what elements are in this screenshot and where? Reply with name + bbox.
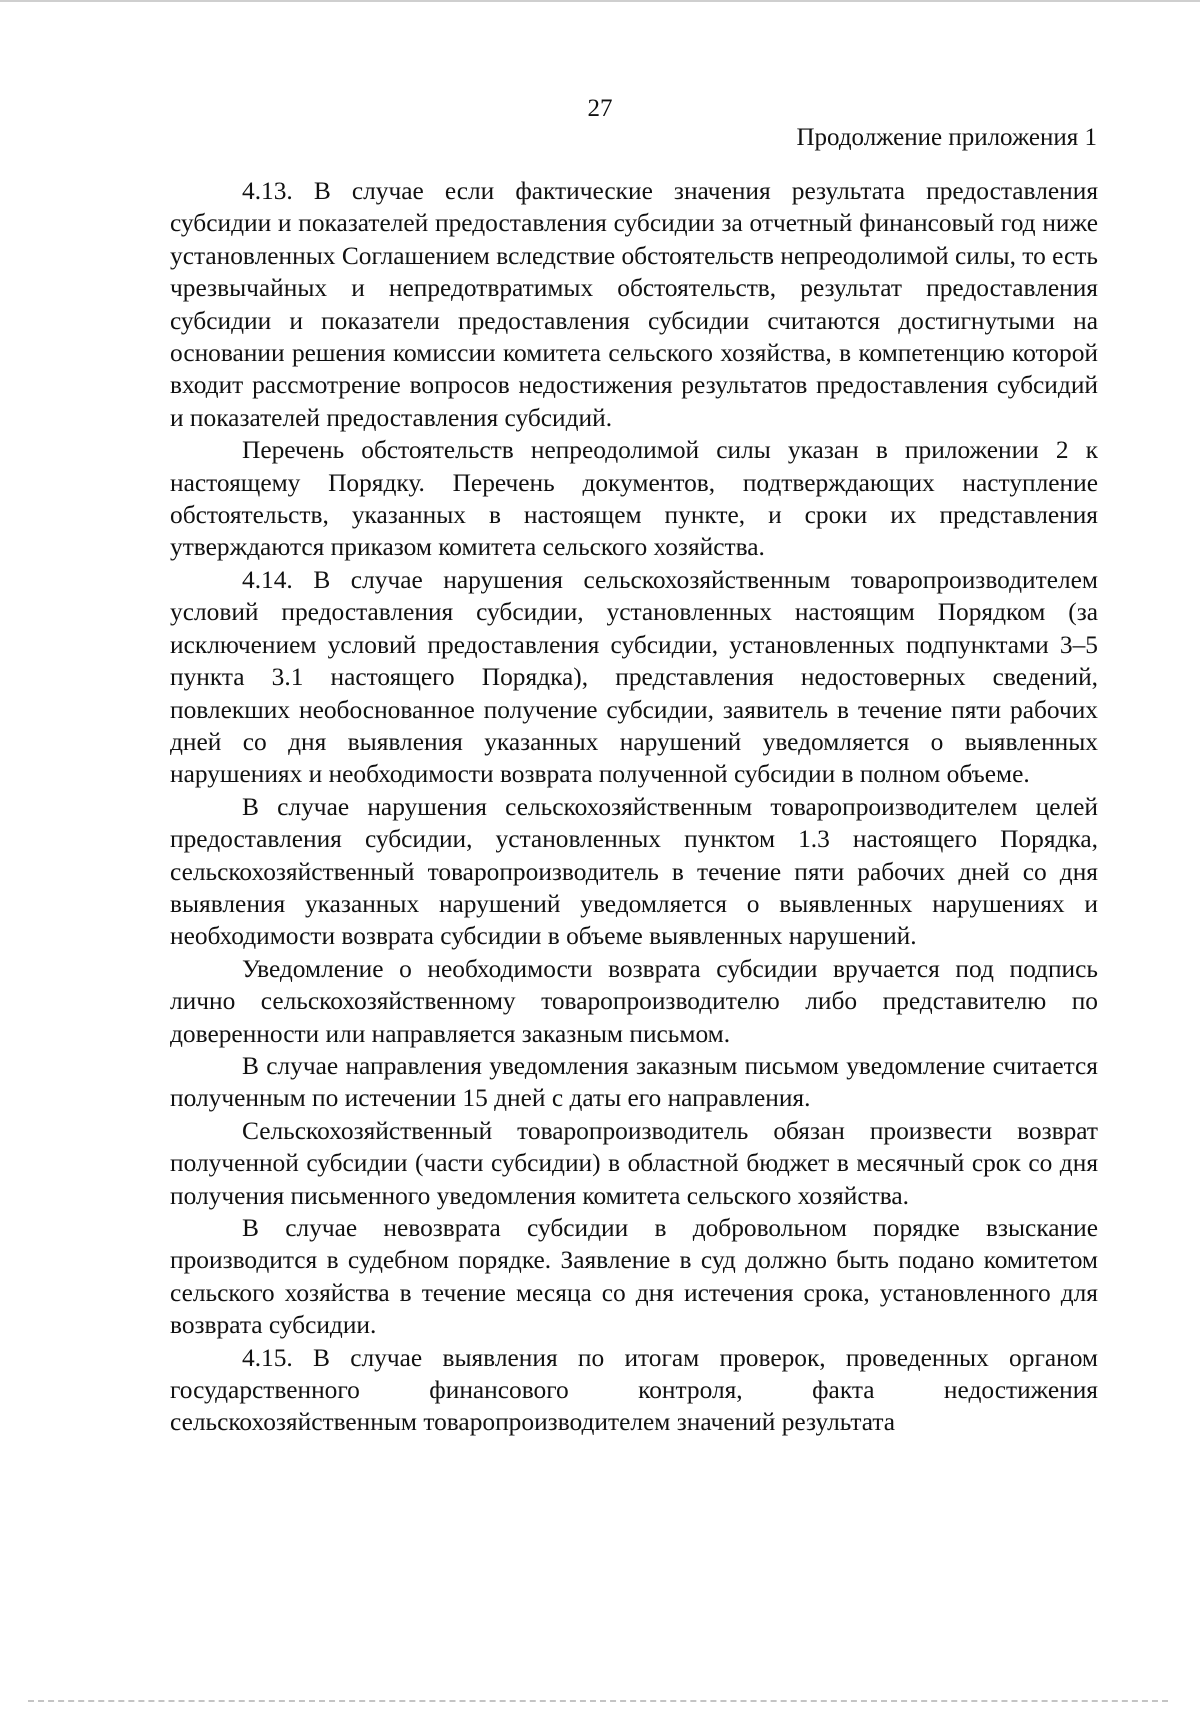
paragraph-4-13: 4.13. В случае если фактические значения результата предоставления субсидии и показателей предоставления субсидии за отчетный финансовый год ниже установленных Соглашением вследствие обстоятельств непреодолимой силы, то есть чрезвычайных и непредотвратимых обстоятельств, результат предоставления субсидии и показатели предоставления субсидии считаются достигнутыми на основании решения комиссии комитета сельского хозяйства, в компетенцию которой входит рассмотрение вопросов недостижения результатов предоставления субсидий и показателей предоставления субсидий. — [170, 177, 1098, 432]
paragraph-4-15: 4.15. В случае выявления по итогам проверок, проведенных органом государственного финансового контроля, факта недостижения сельскохозяйственным товаропроизводителем значений результата — [170, 1343, 1098, 1437]
scan-edge-bottom — [28, 1700, 1168, 1702]
paragraph-purpose-violation: В случае нарушения сельскохозяйственным товаропроизводителем целей предоставления субсидии, установленных пунктом 1.3 настоящего Порядка, сельскохозяйственный товаропроизводитель в течение пяти рабочих дней со дня выявления указанных нарушений уведомляется о выявленных нарушениях и необходимости возврата субсидии в объеме выявленных нарушений. — [170, 792, 1098, 951]
page-number: 27 — [587, 95, 613, 122]
appendix-continuation-note: Продолжение приложения 1 — [796, 124, 1097, 151]
paragraph-registered-mail: В случае направления уведомления заказным письмом уведомление считается полученным по истечении 15 дней с даты его направления. — [170, 1051, 1098, 1113]
paragraph-court-recovery: В случае невозврата субсидии в добровольном порядке взыскание производится в судебном порядке. Заявление в суд должно быть подано комитетом сельского хозяйства в течение месяца со дня истечения срока, установленного для возврата субсидии. — [170, 1214, 1098, 1340]
paragraph-notice-delivery: Уведомление о необходимости возврата субсидии вручается под подпись лично сельскохозяйственному товаропроизводителю либо представителю по доверенности или направляется заказным письмом. — [170, 954, 1098, 1048]
scan-edge-top — [0, 0, 1200, 2]
paragraph-force-majeure-list: Перечень обстоятельств непреодолимой силы указан в приложении 2 к настоящему Порядку. Перечень документов, подтверждающих наступление обстоятельств, указанных в настоящем пункте, и сроки их представления утверждаются приказом комитета сельского хозяйства. — [170, 436, 1098, 562]
paragraph-refund-obligation: Сельскохозяйственный товаропроизводитель обязан произвести возврат полученной субсидии (части субсидии) в областной бюджет в месячный срок со дня получения письменного уведомления комитета сельского хозяйства. — [170, 1116, 1098, 1210]
document-body — [170, 175, 1098, 1439]
paragraph-4-14: 4.14. В случае нарушения сельскохозяйственным товаропроизводителем условий предоставления субсидии, установленных настоящим Порядком (за исключением условий предоставления субсидии, установленных подпунктами 3–5 пункта 3.1 настоящего Порядка), представления недостоверных сведений, повлекших необоснованное получение субсидии, заявитель в течение пяти рабочих дней со дня выявления указанных нарушений уведомляется о выявленных нарушениях и необходимости возврата полученной субсидии в полном объеме. — [170, 565, 1098, 789]
